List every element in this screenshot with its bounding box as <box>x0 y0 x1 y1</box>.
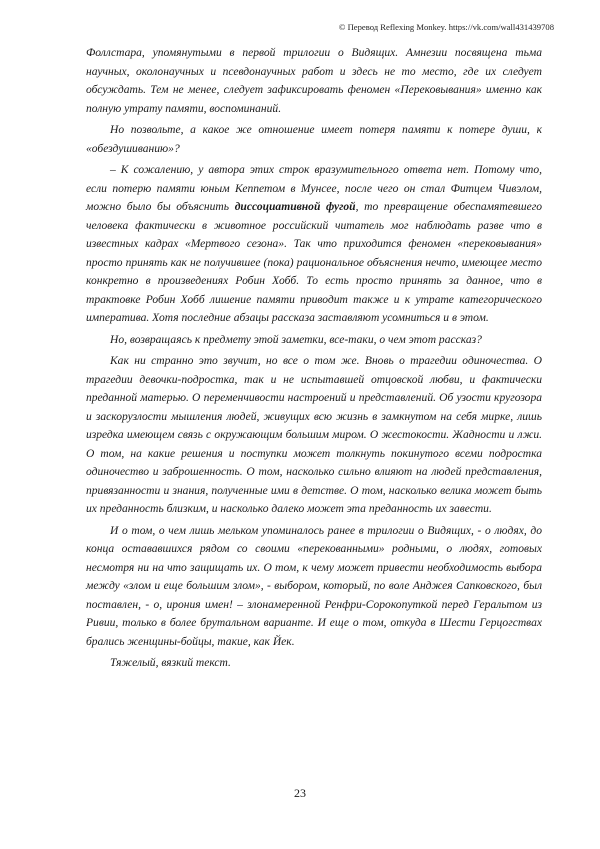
translation-credit: © Перевод Reflexing Monkey. https://vk.com/wall431439708 <box>338 22 554 32</box>
bold-term: диссоциативной фугой <box>234 201 356 213</box>
paragraph <box>86 161 542 328</box>
paragraph-text: – К сожалению, у автора этих строк вразумительного ответа нет. Потому что, если потерю памяти юным Кеппетом в Мунсее, после чего он стал Фитцем Чивэлом, можно было бы объяснить <box>86 164 542 213</box>
paragraph-text: И о том, о чем лишь мельком упоминалось ранее в трилогии о Видящих, - о людях, до конца остававшихся рядом со своими «перекованными» родными, о людях, готовых несмотря ни на что защищать их. О том, к чему может привести необходимость выбора между «злом и еще большим злом», - выбором, который, по воле Анджея Сапковского, был поставлен, - о, ирония имен! – злонамеренной Ренфри-Сорокопуткой перед Геральтом из Ривии, только в более брутальном варианте. И еще о том, откуда в Шести Герцогствах брались женщины-бойцы, такие, как Йек. <box>86 524 542 648</box>
paragraph <box>86 331 542 350</box>
body-text <box>86 44 542 676</box>
paragraph <box>86 654 542 673</box>
page-number: 23 <box>294 786 306 800</box>
paragraph-text: Тяжелый, вязкий текст. <box>110 657 231 669</box>
paragraph-text: Но, возвращаясь к предмету этой заметки, все-таки, о чем этот рассказ? <box>110 333 482 346</box>
paragraph <box>86 44 542 118</box>
paragraph <box>86 522 542 652</box>
paragraph-text: Но позвольте, а какое же отношение имеет потеря памяти к потере души, к «обездушиванию»? <box>86 124 542 155</box>
paragraph-text: Как ни странно это звучит, но все о том же. Вновь о трагедии одиночества. О трагедии девочки-подростка, так и не испытавшей отцовской любви, и фактически преданной матерью. О переменчивости настроений и представлений. Об узости кругозора и заскорузлости мышления людей, живущих всю жизнь в замкнутом на себя мирке, лишь изредка имеющем связь с окружающим большим миром. О жестокости. Жадности и лжи. О том, на какие решения и поступки может толкнуть покинутого всеми подростка одиночество и заброшенность. О том, насколько сильно влияют на людей представления, привязанности и знания, полученные ими в детстве. О том, насколько велика может быть их преданность близким, и насколько далеко может эта преданность их завести. <box>86 355 542 515</box>
paragraph <box>86 352 542 519</box>
paragraph <box>86 121 542 158</box>
paragraph-text: , то превращение обеспамятевшего человека фактически в животное российский читатель мог наблюдать разве что в известных кадрах «Мертвого сезона». Так что приходится феномен «перековывания» просто принять как не получившее (пока) рациональное объяснения нечто, имеющее место конкретно в произведениях Робин Хобб. То есть просто принять за данное, что в трактовке Робин Хобб лишение памяти приводит также и к утрате категорического императива. Хотя последние абзацы рассказа заставляют усомниться и в этом. <box>86 201 542 324</box>
paragraph-text: Фоллстара, упомянутыми в первой трилогии о Видящих. Амнезии посвящена тьма научных, околонаучных и псевдонаучных работ и здесь не то место, где их следует обсуждать. Тем не менее, следует зафиксировать феномен «Перековывания» именно как полную утрату памяти, воспоминаний. <box>86 47 542 115</box>
